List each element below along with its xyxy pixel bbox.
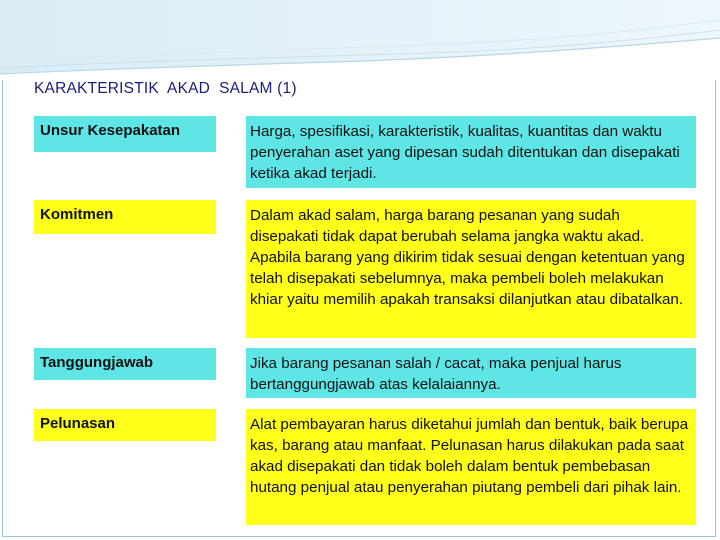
row-label-unsur-kesepakatan: Unsur Kesepakatan bbox=[34, 116, 216, 152]
header-wave-decoration bbox=[0, 0, 720, 80]
row-description-komitmen: Dalam akad salam, harga barang pesanan yang sudah disepakati tidak dapat berubah selama jangka waktu akad. Apabila barang yang dikirim tidak sesuai dengan ketentuan yang telah disepakati sebelumnya, maka pembeli boleh melakukan khiar yaitu memilih apakah transaksi dilanjutkan atau dibatalkan. bbox=[246, 200, 696, 338]
row-label-pelunasan: Pelunasan bbox=[34, 409, 216, 441]
row-label-tanggungjawab: Tanggungjawab bbox=[34, 348, 216, 380]
row-description-tanggungjawab: Jika barang pesanan salah / cacat, maka penjual harus bertanggungjawab atas kelalaiannya. bbox=[246, 348, 696, 398]
slide-title: KARAKTERISTIK AKAD SALAM (1) bbox=[34, 80, 297, 97]
row-description-unsur-kesepakatan: Harga, spesifikasi, karakteristik, kualitas, kuantitas dan waktu penyerahan aset yang dipesan sudah ditentukan dan disepakati ketika akad terjadi. bbox=[246, 116, 696, 188]
row-label-komitmen: Komitmen bbox=[34, 200, 216, 234]
row-description-pelunasan: Alat pembayaran harus diketahui jumlah dan bentuk, baik berupa kas, barang atau manfaat. Pelunasan harus dilakukan pada saat akad disepakati dan tidak boleh dalam bentuk pembebasan hutang penjual atau penyerahan piutang pembeli dari pihak lain. bbox=[246, 409, 696, 525]
